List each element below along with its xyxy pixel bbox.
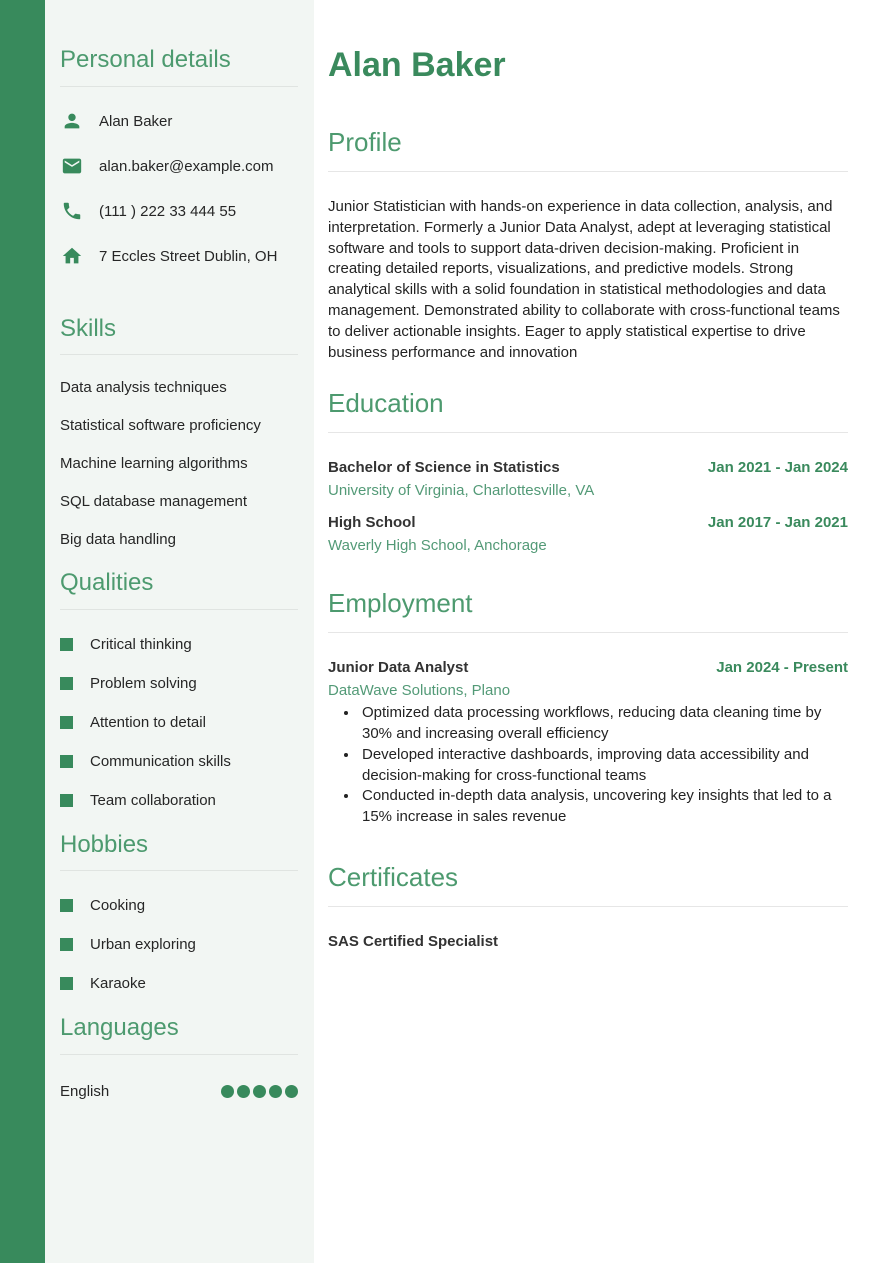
level-dot-icon — [221, 1085, 234, 1098]
section-employment — [328, 589, 848, 828]
contact-item-email — [60, 144, 298, 189]
hobby-label: Urban exploring — [90, 936, 196, 954]
education-entry — [328, 459, 848, 499]
square-bullet-icon — [60, 938, 73, 951]
profile-text: Junior Statistician with hands-on experience in data collection, analysis, and interpretation. Formerly a Junior Data Analyst, adept at leveraging statistical software and tools to support data-driven decision-making. Proficient in creating detailed reports, visualizations, and predictive models. Strong analytical skills with a solid foundation in statistical methodologies and data management. Demonstrated ability to collaborate with cross-functional teams to deliver actionable insights. Eager to apply statistical expertise to drive business performance and innovation — [328, 197, 840, 361]
entry-head — [328, 459, 848, 476]
square-bullet-icon — [60, 638, 73, 651]
skill-item: Statistical software proficiency — [60, 417, 261, 435]
square-bullet-icon — [60, 716, 73, 729]
skills-title: Skills — [60, 314, 117, 342]
skill-item: Machine learning algorithms — [60, 455, 248, 473]
hobbies-list — [60, 897, 298, 992]
hobby-item — [60, 975, 298, 992]
degree-title: Bachelor of Science in Statistics — [328, 459, 560, 477]
quality-label: Critical thinking — [90, 635, 192, 653]
divider — [328, 632, 848, 633]
sidebar-section-languages — [60, 1014, 298, 1100]
contact-phone-text: (111 ) 222 33 444 55 — [99, 202, 237, 220]
quality-label: Problem solving — [90, 674, 197, 692]
main-column — [328, 0, 848, 951]
education-title: Education — [328, 388, 444, 419]
school-name: University of Virginia, Charlottesville, VA — [328, 482, 595, 500]
divider — [328, 906, 848, 907]
hobby-label: Karaoke — [90, 975, 146, 993]
square-bullet-icon — [60, 899, 73, 912]
square-bullet-icon — [60, 755, 73, 768]
hobby-label: Cooking — [90, 897, 146, 915]
skill-item: SQL database management — [60, 493, 248, 511]
job-bullet-list — [328, 703, 848, 828]
quality-item — [60, 636, 298, 653]
contact-item-phone — [60, 189, 298, 234]
entry-dates: Jan 2021 - Jan 2024 — [707, 459, 848, 477]
quality-item — [60, 792, 298, 809]
quality-item — [60, 675, 298, 692]
language-level-dots — [221, 1085, 298, 1098]
qualities-list — [60, 636, 298, 809]
divider — [60, 609, 298, 610]
language-name: English — [60, 1082, 110, 1100]
hobbies-title: Hobbies — [60, 830, 149, 858]
level-dot-icon — [237, 1085, 250, 1098]
divider — [328, 171, 848, 172]
skill-item: Data analysis techniques — [60, 379, 227, 397]
accent-strip — [0, 0, 45, 1263]
sidebar-section-skills — [60, 315, 298, 549]
certificate-entry — [328, 933, 848, 951]
job-title: Junior Data Analyst — [328, 659, 469, 677]
contact-email-text: alan.baker@example.com — [99, 157, 274, 175]
school-name: Waverly High School, Anchorage — [328, 537, 547, 555]
section-certificates — [328, 863, 848, 951]
square-bullet-icon — [60, 677, 73, 690]
certificate-title: SAS Certified Specialist — [328, 932, 499, 950]
job-bullet: • Developed interactive dashboards, improving data accessibility and decision-making for cross-functional teams — [359, 745, 848, 787]
entry-head — [328, 514, 848, 531]
job-bullet: • Conducted in-depth data analysis, uncovering key insights that led to a 15% increase in sales revenue — [359, 786, 848, 828]
quality-label: Attention to detail — [90, 713, 206, 731]
language-row — [60, 1083, 298, 1100]
employment-entry — [328, 659, 848, 828]
contact-address-text: 7 Eccles Street Dublin, OH — [99, 247, 278, 265]
profile-title: Profile — [328, 127, 402, 158]
divider — [60, 1054, 298, 1055]
entry-dates: Jan 2017 - Jan 2021 — [707, 514, 848, 532]
square-bullet-icon — [60, 977, 73, 990]
sidebar-section-qualities — [60, 569, 298, 809]
email-icon — [60, 155, 84, 177]
divider — [60, 870, 298, 871]
hobby-item — [60, 897, 298, 914]
phone-icon — [60, 200, 84, 222]
divider — [328, 432, 848, 433]
degree-title: High School — [328, 514, 416, 532]
section-education — [328, 389, 848, 554]
level-dot-icon — [269, 1085, 282, 1098]
level-dot-icon — [253, 1085, 266, 1098]
sidebar-section-hobbies — [60, 831, 298, 993]
skill-item: Big data handling — [60, 531, 176, 549]
contact-name-text: Alan Baker — [99, 112, 173, 130]
square-bullet-icon — [60, 794, 73, 807]
quality-item — [60, 714, 298, 731]
divider — [60, 86, 298, 87]
entry-head — [328, 659, 848, 676]
divider — [60, 354, 298, 355]
job-bullet: • Optimized data processing workflows, reducing data cleaning time by 30% and increasing overall efficiency — [359, 703, 848, 745]
hobby-item — [60, 936, 298, 953]
sidebar — [45, 0, 314, 1263]
certificates-title: Certificates — [328, 861, 459, 892]
skills-list — [60, 379, 298, 548]
quality-label: Communication skills — [90, 752, 231, 770]
contact-item-address — [60, 234, 298, 279]
person-icon — [60, 110, 84, 132]
contact-list — [60, 99, 298, 279]
resume-name: Alan Baker — [328, 46, 506, 84]
education-entry — [328, 514, 848, 554]
level-dot-icon — [285, 1085, 298, 1098]
quality-label: Team collaboration — [90, 791, 216, 809]
contact-item-name — [60, 99, 298, 144]
company-name: DataWave Solutions, Plano — [328, 682, 511, 700]
section-profile — [328, 128, 848, 363]
entry-dates: Jan 2024 - Present — [716, 659, 848, 677]
quality-item — [60, 753, 298, 770]
home-icon — [60, 245, 84, 267]
sidebar-section-personal-details — [60, 46, 298, 279]
employment-title: Employment — [328, 588, 473, 619]
qualities-title: Qualities — [60, 569, 154, 597]
languages-title: Languages — [60, 1014, 179, 1042]
personal-details-title: Personal details — [60, 46, 231, 73]
